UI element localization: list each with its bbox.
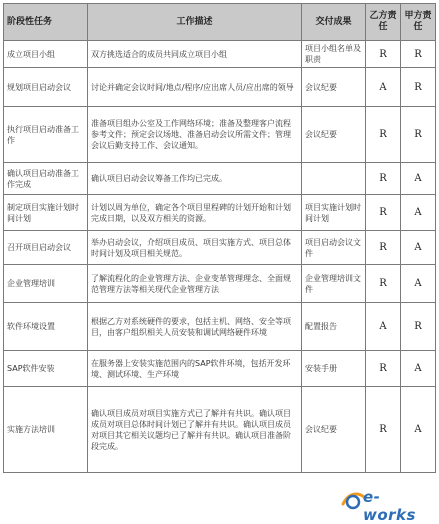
project-prep-table <box>3 3 436 473</box>
table-header-row <box>4 4 436 41</box>
header-description: 工作描述 <box>88 4 302 41</box>
party-a-cell: A <box>401 265 436 303</box>
party-b-cell: R <box>366 41 401 68</box>
description-cell: 根据乙方对系统硬件的要求，包括主机、网络、安全等项目，由客户组织相关人员安装和调试网络硬件环境 <box>88 303 302 351</box>
table-row <box>4 107 436 163</box>
deliverable-cell: 配置报告 <box>302 303 366 351</box>
task-cell: 成立项目小组 <box>4 41 88 68</box>
table-row <box>4 265 436 303</box>
party-b-cell: R <box>366 351 401 387</box>
deliverable-cell <box>302 163 366 195</box>
party-b-cell: R <box>366 195 401 231</box>
deliverable-cell: 会议纪要 <box>302 387 366 473</box>
task-cell: 制定项目实施计划时间计划 <box>4 195 88 231</box>
task-cell: 执行项目启动准备工作 <box>4 107 88 163</box>
party-b-cell: A <box>366 303 401 351</box>
party-a-cell: A <box>401 351 436 387</box>
description-cell: 确认项目启动会议筹备工作均已完成。 <box>88 163 302 195</box>
task-cell: 召开项目启动会议 <box>4 231 88 265</box>
party-a-cell: R <box>401 303 436 351</box>
deliverable-cell: 安装手册 <box>302 351 366 387</box>
party-b-cell: A <box>366 68 401 107</box>
description-cell: 举办启动会议，介绍项目成员、项目实施方式、项目总体时间计划及项目相关规范。 <box>88 231 302 265</box>
task-cell: 规划项目启动会议 <box>4 68 88 107</box>
party-b-cell: R <box>366 231 401 265</box>
header-party-a: 甲方责任 <box>401 4 436 41</box>
table-row <box>4 163 436 195</box>
party-a-cell: A <box>401 195 436 231</box>
deliverable-cell: 企业管理培训文件 <box>302 265 366 303</box>
task-cell: 企业管理培训 <box>4 265 88 303</box>
table-row <box>4 387 436 473</box>
party-a-cell: R <box>401 68 436 107</box>
party-b-cell: R <box>366 107 401 163</box>
logo-text: e-works <box>363 488 416 524</box>
task-cell: SAP软件安装 <box>4 351 88 387</box>
description-cell: 在服务器上安装实施范围内的SAP软件环境，包括开发环境、测试环境、生产环境 <box>88 351 302 387</box>
deliverable-cell: 项目实施计划时间计划 <box>302 195 366 231</box>
party-a-cell: A <box>401 163 436 195</box>
e-works-logo <box>341 487 433 524</box>
description-cell: 双方挑选适合的成员共同成立项目小组 <box>88 41 302 68</box>
party-a-cell: R <box>401 107 436 163</box>
description-cell: 讨论并确定会议时间/地点/程序/应出席人员/应出席的领导 <box>88 68 302 107</box>
party-a-cell: R <box>401 41 436 68</box>
deliverable-cell: 项目启动会议文件 <box>302 231 366 265</box>
party-a-cell: A <box>401 387 436 473</box>
deliverable-cell: 会议纪要 <box>302 68 366 107</box>
table-row <box>4 41 436 68</box>
table-row <box>4 195 436 231</box>
header-party-b: 乙方责任 <box>366 4 401 41</box>
description-cell: 准备项目组办公室及工作网络环境；准备及整理客户流程参考文件；预定会议场地、准备启动会议所需文件；管理会议后勤支持工作、会议通知。 <box>88 107 302 163</box>
party-a-cell: A <box>401 231 436 265</box>
deliverable-cell: 项目小组名单及职责 <box>302 41 366 68</box>
task-cell: 确认项目启动准备工作完成 <box>4 163 88 195</box>
header-task: 阶段性任务 <box>4 4 88 41</box>
party-b-cell: R <box>366 163 401 195</box>
task-cell: 实施方法培训 <box>4 387 88 473</box>
description-cell: 确认项目成员对项目实施方式已了解并有共识。确认项目成员对项目总体时间计划已了解并有共识。确认项目成员对项目其它相关议题均已了解并有共识。确认项目准备阶段完成。 <box>88 387 302 473</box>
deliverable-cell: 会议纪要 <box>302 107 366 163</box>
description-cell: 计划以周为单位，确定各个项目里程碑的计划开始和计划完成日期，以及双方相关的资源。 <box>88 195 302 231</box>
party-b-cell: R <box>366 265 401 303</box>
table-row <box>4 231 436 265</box>
table-row <box>4 351 436 387</box>
table-row <box>4 303 436 351</box>
table-row <box>4 68 436 107</box>
header-deliverable: 交付成果 <box>302 4 366 41</box>
party-b-cell: R <box>366 387 401 473</box>
task-cell: 软件环境设置 <box>4 303 88 351</box>
description-cell: 了解流程化的企业管理方法、企业变革管理理念、全面规范管理方法等相关现代企业管理方法 <box>88 265 302 303</box>
